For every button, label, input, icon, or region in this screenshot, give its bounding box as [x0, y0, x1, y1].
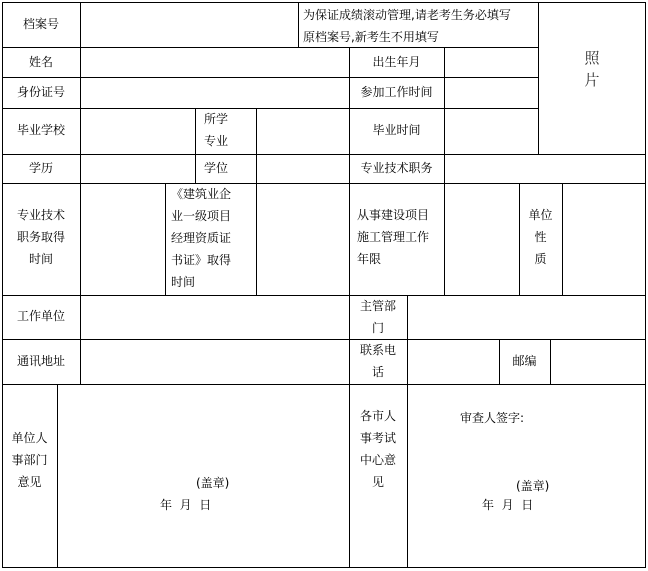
phone-label: 联系电: [359, 343, 396, 357]
management-years-label: 施工管理工作: [357, 230, 430, 244]
title-obtained-time-label: 时间: [28, 252, 53, 266]
supervising-dept-label: 门: [371, 321, 384, 335]
grid-line: [256, 183, 257, 295]
exam-center-opinion-label: 事考试: [359, 431, 396, 445]
unit-nature-label: 质: [534, 252, 547, 266]
grid-line: [165, 183, 166, 295]
grid-line: [298, 2, 299, 47]
grid-line: [2, 183, 646, 184]
grid-line: [2, 154, 646, 155]
grid-line: [57, 384, 58, 568]
photo-label-line2: 片: [584, 71, 600, 89]
exam-center-opinion-label: 见: [371, 475, 384, 489]
major-label-line1: 所学: [204, 112, 229, 126]
grid-line: [195, 108, 196, 183]
file-number-label: 档案号: [22, 17, 59, 31]
exam-center-opinion-label: 中心意: [359, 453, 396, 467]
employer-label: 工作单位: [16, 309, 65, 323]
grid-line: [2, 567, 646, 568]
exam-center-opinion-label: 各市人: [359, 409, 396, 423]
address-label: 通讯地址: [16, 354, 65, 368]
phone-label: 话: [371, 365, 384, 379]
supervising-dept-label: 主管部: [359, 299, 396, 313]
grid-line: [80, 2, 81, 384]
grid-line: [407, 295, 408, 568]
degree-label: 学位: [204, 161, 229, 175]
seal-left: (盖章): [196, 476, 230, 490]
id-number-label: 身份证号: [16, 85, 65, 99]
postcode-label: 邮编: [512, 354, 537, 368]
certificate-time-label: 经理资质证: [171, 231, 232, 245]
birth-date-label: 出生年月: [372, 55, 421, 69]
graduation-time-label: 毕业时间: [372, 123, 421, 137]
hr-opinion-label: 单位人: [11, 431, 48, 445]
management-years-label: 年限: [357, 252, 382, 266]
certificate-time-label: 书证》取得: [171, 253, 232, 267]
grid-line: [645, 2, 646, 568]
professional-title-label: 专业技术职务: [360, 161, 433, 175]
major-label-line2: 专业: [204, 134, 229, 148]
grid-line: [256, 108, 257, 183]
file-number-note-line2: 原档案号,新考生不用填写: [303, 30, 439, 44]
grid-line: [444, 47, 445, 295]
date-right: 年 月 日: [482, 498, 534, 512]
grid-line: [2, 108, 539, 109]
school-label: 毕业学校: [16, 123, 65, 137]
certificate-time-label: 《建筑业企: [171, 187, 232, 201]
unit-nature-label: 单位: [528, 208, 553, 222]
management-years-label: 从事建设项目: [357, 208, 430, 222]
grid-line: [2, 295, 646, 296]
grid-line: [2, 384, 646, 385]
certificate-time-label: 时间: [171, 275, 196, 289]
photo-label-line1: 照: [584, 49, 600, 67]
date-left: 年 月 日: [160, 498, 212, 512]
grid-line: [562, 183, 563, 295]
work-start-time-label: 参加工作时间: [360, 85, 433, 99]
grid-line: [2, 2, 646, 3]
hr-opinion-label: 意见: [17, 475, 42, 489]
grid-line: [2, 77, 539, 78]
certificate-time-label: 业一级项目: [171, 209, 232, 223]
reviewer-signature-label: 审查人签字:: [460, 411, 525, 425]
seal-right: (盖章): [516, 479, 550, 493]
unit-nature-label: 性: [534, 230, 547, 244]
grid-line: [2, 47, 539, 48]
grid-line: [550, 339, 551, 384]
hr-opinion-label: 事部门: [11, 453, 48, 467]
file-number-note-line1: 为保证成绩滚动管理,请老考生务必填写: [303, 8, 511, 22]
education-label: 学历: [28, 161, 53, 175]
title-obtained-time-label: 专业技术: [16, 208, 65, 222]
name-label: 姓名: [28, 55, 53, 69]
title-obtained-time-label: 职务取得: [16, 230, 65, 244]
